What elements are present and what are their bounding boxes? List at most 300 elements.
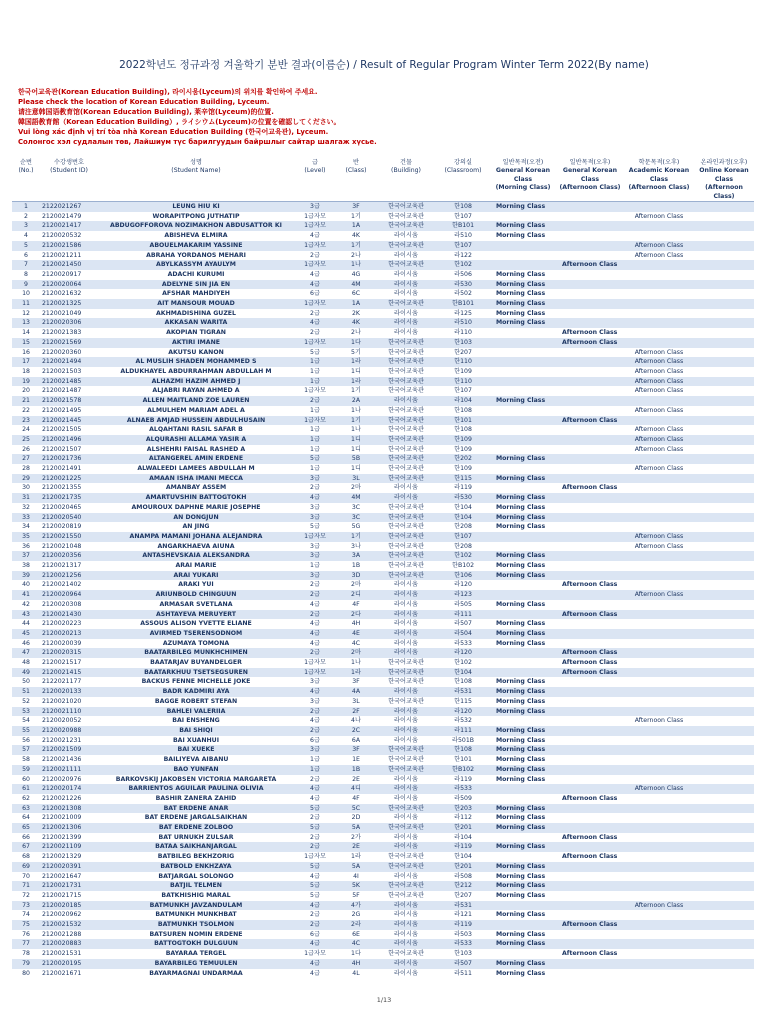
student-id-cell: 2120020976: [42, 775, 82, 783]
level-cell: 4급: [310, 620, 320, 628]
general-afternoon-cell: [556, 309, 624, 319]
class-cell: 2나: [351, 329, 361, 337]
class-cell: 1기: [351, 212, 361, 220]
academic-afternoon-cell: [624, 949, 694, 959]
table-row: [12, 231, 754, 241]
classroom-cell: 한B102: [436, 765, 490, 775]
table-row: [12, 522, 754, 532]
building-cell: 한국어교육관: [376, 416, 436, 426]
row-number-cell: 48: [22, 659, 30, 667]
general-afternoon-cell: [556, 969, 624, 979]
general-morning-cell: Morning Class: [490, 280, 556, 290]
building-cell: 라이시움: [394, 484, 418, 492]
table-row: [12, 707, 754, 717]
row-number-cell: 44: [22, 620, 30, 628]
student-id-cell: 2120021048: [42, 542, 82, 550]
general-afternoon-cell: [556, 959, 624, 969]
academic-afternoon-cell: [624, 309, 694, 319]
column-header-english: (Building): [391, 167, 421, 175]
table-row: [12, 639, 754, 649]
building-cell: 라이시움: [394, 639, 418, 647]
general-morning-cell: [490, 648, 556, 658]
table-row: [12, 357, 754, 367]
building-cell: 라이시움: [394, 872, 418, 880]
student-id-cell: 2120021715: [42, 891, 82, 899]
row-number-cell: 54: [22, 717, 30, 725]
online-afternoon-cell: [694, 483, 754, 493]
row-number-cell: 47: [12, 648, 40, 658]
general-afternoon-cell: [556, 474, 624, 484]
column-header-korean: 일반목적(오전): [502, 159, 544, 166]
general-morning-cell: Morning Class: [496, 891, 546, 899]
online-afternoon-cell: [694, 619, 754, 629]
table-row: [12, 513, 754, 523]
building-cell: 한국어교육관: [376, 668, 436, 678]
online-afternoon-cell: [694, 765, 754, 775]
table-row: [12, 532, 754, 542]
online-afternoon-cell: [694, 425, 754, 435]
row-number-cell: 21: [12, 396, 40, 406]
student-id-cell: 2120020213: [40, 629, 98, 639]
classroom-cell: 한110: [436, 357, 490, 367]
column-header-english: Academic Korean Class: [628, 167, 690, 183]
column-header-english: (No.): [18, 167, 34, 175]
table-row: [12, 726, 754, 736]
building-cell: 한국어교육관: [388, 756, 424, 764]
online-afternoon-cell: [694, 202, 754, 212]
building-cell: 한국어교육관: [388, 853, 424, 861]
academic-afternoon-cell: [624, 862, 694, 872]
classroom-cell: 한102: [454, 659, 472, 667]
level-cell: 4급: [310, 872, 320, 880]
building-cell: 라이시움: [376, 707, 436, 717]
table-row: [12, 464, 754, 474]
general-afternoon-cell: [556, 396, 624, 406]
row-number-cell: 50: [22, 678, 30, 686]
general-afternoon-cell: [556, 513, 624, 523]
online-afternoon-cell: [694, 474, 754, 484]
student-id-cell: 2120021211: [42, 251, 82, 259]
online-afternoon-cell: [694, 338, 754, 348]
academic-afternoon-cell: Afternoon Class: [634, 717, 684, 725]
student-name-cell: BATKHISHIG MARAL: [161, 891, 231, 899]
online-afternoon-cell: [694, 862, 754, 872]
class-cell: 3F: [352, 678, 360, 686]
row-number-cell: 8: [24, 270, 28, 278]
general-morning-cell: Morning Class: [490, 765, 556, 775]
table-row: [12, 493, 754, 503]
general-afternoon-cell: [556, 804, 624, 814]
student-id-cell: 2120021355: [42, 484, 82, 492]
table-row: [12, 910, 754, 920]
classroom-cell: 한104: [454, 853, 472, 861]
table-row: [12, 590, 754, 600]
classroom-cell: 라532: [454, 717, 472, 725]
class-cell: 1나: [351, 659, 361, 667]
general-morning-cell: Morning Class: [496, 872, 546, 880]
column-header-english: (Classroom): [444, 167, 482, 175]
building-cell: 한국어교육관: [376, 745, 436, 755]
general-afternoon-cell: [556, 891, 624, 901]
building-cell: 한국어교육관: [376, 571, 436, 581]
class-cell: 2다: [336, 610, 376, 620]
academic-afternoon-cell: [624, 580, 694, 590]
general-afternoon-cell: [556, 542, 624, 552]
online-afternoon-cell: [694, 775, 754, 785]
online-afternoon-cell: [694, 784, 754, 794]
classroom-cell: 한104: [454, 503, 472, 511]
classroom-cell: 한B101: [436, 221, 490, 231]
class-cell: 5G: [351, 523, 361, 531]
general-morning-cell: Morning Class: [496, 697, 546, 705]
row-number-cell: 4: [24, 232, 28, 240]
classroom-cell: 라111: [436, 726, 490, 736]
classroom-cell: 한108: [454, 406, 472, 414]
building-cell: 한국어교육관: [388, 562, 424, 570]
general-afternoon-cell: [556, 348, 624, 358]
level-cell: 2급: [310, 251, 320, 259]
classroom-cell: 라504: [436, 629, 490, 639]
level-cell: 1급: [310, 756, 320, 764]
student-id-cell: 2120021632: [42, 290, 82, 298]
general-afternoon-cell: [556, 435, 624, 445]
online-afternoon-cell: [694, 658, 754, 668]
student-name-cell: AMAAN ISHA IMANI MECCA: [98, 474, 294, 484]
general-morning-cell: Morning Class: [490, 629, 556, 639]
row-number-cell: 13: [12, 318, 40, 328]
class-cell: 2마: [351, 484, 361, 492]
academic-afternoon-cell: Afternoon Class: [634, 212, 684, 220]
student-name-cell: AKHMADISHINA GUZEL: [156, 309, 236, 317]
general-morning-cell: [490, 784, 556, 794]
academic-afternoon-cell: [624, 551, 694, 561]
classroom-cell: 라122: [454, 251, 472, 259]
general-morning-cell: Morning Class: [496, 620, 546, 628]
table-row: [12, 648, 754, 658]
online-afternoon-cell: [694, 804, 754, 814]
classroom-cell: 라119: [436, 920, 490, 930]
table-row: [12, 969, 754, 979]
column-header: [556, 159, 624, 202]
classroom-cell: 한108: [454, 426, 472, 434]
table-row: [12, 610, 754, 620]
general-afternoon-cell: [556, 571, 624, 581]
academic-afternoon-cell: [624, 270, 694, 280]
student-id-cell: 2120021325: [40, 299, 98, 309]
student-id-cell: 2120020195: [40, 959, 98, 969]
general-afternoon-cell: [556, 629, 624, 639]
general-afternoon-cell: [556, 551, 624, 561]
general-morning-cell: Morning Class: [490, 726, 556, 736]
academic-afternoon-cell: [624, 639, 694, 649]
online-afternoon-cell: [694, 959, 754, 969]
class-cell: 1기: [351, 387, 361, 395]
classroom-cell: 라507: [454, 620, 472, 628]
level-cell: 1급자모: [294, 241, 336, 251]
row-number-cell: 9: [12, 280, 40, 290]
general-afternoon-cell: [556, 600, 624, 610]
building-cell: 라이시움: [376, 959, 436, 969]
level-cell: 5급: [294, 881, 336, 891]
student-id-cell: 2120021496: [40, 435, 98, 445]
academic-afternoon-cell: [624, 503, 694, 513]
level-cell: 3급: [294, 202, 336, 212]
general-afternoon-cell: [556, 736, 624, 746]
academic-afternoon-cell: [624, 600, 694, 610]
student-name-cell: BAYARMAGNAI UNDARMAA: [149, 969, 243, 977]
academic-afternoon-cell: [624, 396, 694, 406]
row-number-cell: 43: [12, 610, 40, 620]
online-afternoon-cell: [694, 755, 754, 765]
student-id-cell: 2120021494: [40, 357, 98, 367]
student-name-cell: BAI ENSHENG: [172, 717, 220, 725]
row-number-cell: 75: [12, 920, 40, 930]
general-morning-cell: [490, 416, 556, 426]
online-afternoon-cell: [694, 580, 754, 590]
classroom-cell: 한101: [436, 416, 490, 426]
level-cell: 1급자모: [294, 260, 336, 270]
building-cell: 한국어교육관: [376, 823, 436, 833]
class-cell: 4C: [336, 939, 376, 949]
online-afternoon-cell: [694, 745, 754, 755]
online-afternoon-cell: [694, 901, 754, 911]
table-row: [12, 454, 754, 464]
class-cell: 1A: [336, 221, 376, 231]
academic-afternoon-cell: Afternoon Class: [624, 590, 694, 600]
general-afternoon-cell: [556, 522, 624, 532]
column-header: [12, 159, 40, 202]
academic-afternoon-cell: Afternoon Class: [624, 357, 694, 367]
building-cell: 라이시움: [394, 270, 418, 278]
building-cell: 한국어교육관: [376, 474, 436, 484]
general-morning-cell: Morning Class: [490, 571, 556, 581]
row-number-cell: 51: [12, 687, 40, 697]
student-id-cell: 2120020039: [42, 639, 82, 647]
building-cell: 한국어교육관: [376, 299, 436, 309]
general-afternoon-cell: [556, 639, 624, 649]
row-number-cell: 17: [12, 357, 40, 367]
classroom-cell: 라104: [436, 396, 490, 406]
student-name-cell: ARAI MARIE: [175, 562, 217, 570]
student-id-cell: 2120021329: [42, 853, 82, 861]
building-cell: 라이시움: [394, 309, 418, 317]
classroom-cell: 라112: [454, 814, 472, 822]
building-cell: 라이시움: [376, 726, 436, 736]
table-row: [12, 658, 754, 668]
row-number-cell: 67: [12, 842, 40, 852]
class-cell: 4I: [353, 872, 359, 880]
class-cell: 2E: [336, 842, 376, 852]
student-name-cell: ANAMPA MAMANI JOHANA ALEJANDRA: [98, 532, 294, 542]
table-row: [12, 571, 754, 581]
building-cell: 라이시움: [394, 290, 418, 298]
general-morning-cell: [490, 377, 556, 387]
class-cell: 2마: [336, 648, 376, 658]
class-cell: 2D: [351, 814, 361, 822]
class-cell: 5기: [351, 348, 361, 356]
general-afternoon-cell: [556, 813, 624, 823]
row-number-cell: 56: [22, 736, 30, 744]
student-name-cell: AKOPIAN TIGRAN: [166, 329, 226, 337]
table-row: [12, 416, 754, 426]
online-afternoon-cell: [694, 930, 754, 940]
academic-afternoon-cell: [624, 280, 694, 290]
classroom-cell: 한104: [436, 513, 490, 523]
classroom-cell: 한109: [436, 435, 490, 445]
general-morning-cell: [490, 610, 556, 620]
class-cell: 1나: [351, 426, 361, 434]
row-number-cell: 59: [12, 765, 40, 775]
level-cell: 3급: [310, 678, 320, 686]
classroom-cell: 한108: [436, 745, 490, 755]
general-afternoon-cell: [556, 241, 624, 251]
column-header-korean: 반: [353, 159, 359, 166]
table-row: [12, 280, 754, 290]
level-cell: 3급: [294, 551, 336, 561]
student-id-cell: 2120021509: [40, 745, 98, 755]
online-afternoon-cell: [694, 610, 754, 620]
academic-afternoon-cell: [624, 318, 694, 328]
general-afternoon-cell: [556, 202, 624, 212]
notice-line-chinese: 请注意韩国语教育馆(Korean Education Building), 莱辛馆(Lyceum)的位置.: [18, 108, 274, 116]
academic-afternoon-cell: Afternoon Class: [624, 241, 694, 251]
level-cell: 1급: [310, 406, 320, 414]
class-cell: 4C: [351, 639, 361, 647]
online-afternoon-cell: [694, 251, 754, 261]
row-number-cell: 3: [12, 221, 40, 231]
student-id-cell: 2120020883: [40, 939, 98, 949]
column-header: [694, 159, 754, 202]
student-name-cell: BADR KADMIRI AYA: [98, 687, 294, 697]
level-cell: 1급자모: [294, 668, 336, 678]
row-number-cell: 7: [12, 260, 40, 270]
class-cell: 5C: [336, 804, 376, 814]
level-cell: 2급: [310, 581, 320, 589]
online-afternoon-cell: [694, 726, 754, 736]
column-header-korean: 건물: [400, 159, 412, 166]
class-cell: 6E: [352, 930, 360, 938]
row-number-cell: 68: [22, 853, 30, 861]
student-id-cell: 2120020185: [40, 901, 98, 911]
building-cell: 라이시움: [394, 930, 418, 938]
general-morning-cell: Morning Class: [496, 756, 546, 764]
student-name-cell: ABYLKASSYM AYAULYM: [98, 260, 294, 270]
student-id-cell: 2120021417: [40, 221, 98, 231]
notice-line-mongolian: Солонгос хэл судлалын төв, Лайшиум түс барилгуудын байршлыг сайтар шалгаж хүсье.: [18, 138, 377, 146]
row-number-cell: 33: [12, 513, 40, 523]
general-morning-cell: [490, 338, 556, 348]
class-cell: 3D: [336, 571, 376, 581]
general-morning-cell: Morning Class: [490, 745, 556, 755]
general-afternoon-cell: Afternoon Class: [562, 950, 618, 958]
general-afternoon-cell: [556, 677, 624, 687]
student-id-cell: 2120021671: [42, 969, 82, 977]
student-id-cell: 2120020532: [42, 232, 82, 240]
class-cell: 6C: [351, 290, 361, 298]
general-afternoon-cell: [556, 930, 624, 940]
building-cell: 라이시움: [376, 629, 436, 639]
general-afternoon-cell: [556, 716, 624, 726]
classroom-cell: 라533: [436, 939, 490, 949]
general-morning-cell: Morning Class: [496, 911, 546, 919]
student-name-cell: BAILIYEVA AIBANU: [163, 756, 229, 764]
general-afternoon-cell: [556, 619, 624, 629]
student-id-cell: 2120021550: [40, 532, 98, 542]
table-row: [12, 483, 754, 493]
classroom-cell: 라511: [454, 969, 472, 977]
row-number-cell: 65: [12, 823, 40, 833]
row-number-cell: 71: [12, 881, 40, 891]
table-row: [12, 221, 754, 231]
building-cell: 한국어교육관: [376, 221, 436, 231]
classroom-cell: 라509: [454, 794, 472, 802]
classroom-cell: 라111: [436, 610, 490, 620]
table-row: [12, 202, 754, 212]
table-row: [12, 901, 754, 911]
academic-afternoon-cell: [624, 745, 694, 755]
classroom-cell: 라119: [436, 842, 490, 852]
academic-afternoon-cell: Afternoon Class: [634, 445, 684, 453]
level-cell: 1급: [310, 426, 320, 434]
general-morning-cell: [490, 367, 556, 377]
student-name-cell: BAGGE ROBERT STEFAN: [154, 697, 238, 705]
online-afternoon-cell: [694, 542, 754, 552]
table-row: [12, 289, 754, 299]
classroom-cell: 라502: [454, 290, 472, 298]
student-id-cell: 2120020988: [40, 726, 98, 736]
student-name-cell: BAT URNUKH ZULSAR: [158, 833, 234, 841]
online-afternoon-cell: [694, 416, 754, 426]
academic-afternoon-cell: [624, 629, 694, 639]
student-name-cell: ADELYNE SIN JIA EN: [98, 280, 294, 290]
student-id-cell: 2120020052: [42, 717, 82, 725]
student-name-cell: ANGARKHAEVA AIUNA: [157, 542, 235, 550]
general-afternoon-cell: [556, 377, 624, 387]
classroom-cell: 한107: [454, 212, 472, 220]
classroom-cell: 한B102: [451, 562, 475, 570]
class-cell: 3나: [351, 542, 361, 550]
academic-afternoon-cell: Afternoon Class: [634, 251, 684, 259]
student-name-cell: BASHIR ZANERA ZAHID: [155, 794, 237, 802]
online-afternoon-cell: [694, 318, 754, 328]
level-cell: 5급: [294, 862, 336, 872]
classroom-cell: 라120: [436, 707, 490, 717]
student-id-cell: 2120021647: [42, 872, 82, 880]
level-cell: 1급자모: [304, 853, 326, 861]
general-afternoon-cell: [556, 842, 624, 852]
classroom-cell: 라510: [454, 232, 472, 240]
student-id-cell: 2120020964: [40, 590, 98, 600]
general-morning-cell: [490, 464, 556, 474]
general-morning-cell: [490, 532, 556, 542]
general-morning-cell: Morning Class: [490, 202, 556, 212]
table-row: [12, 755, 754, 765]
general-afternoon-cell: [556, 251, 624, 261]
table-row: [12, 939, 754, 949]
building-cell: 라이시움: [376, 318, 436, 328]
online-afternoon-cell: [694, 212, 754, 222]
general-morning-cell: Morning Class: [490, 318, 556, 328]
class-cell: 5A: [336, 823, 376, 833]
student-id-cell: 2120021503: [42, 367, 82, 375]
table-row: [12, 551, 754, 561]
online-afternoon-cell: [694, 842, 754, 852]
level-cell: 2급: [294, 842, 336, 852]
level-cell: 3급: [310, 697, 320, 705]
table-row: [12, 794, 754, 804]
online-afternoon-cell: [694, 590, 754, 600]
row-number-cell: 62: [22, 794, 30, 802]
